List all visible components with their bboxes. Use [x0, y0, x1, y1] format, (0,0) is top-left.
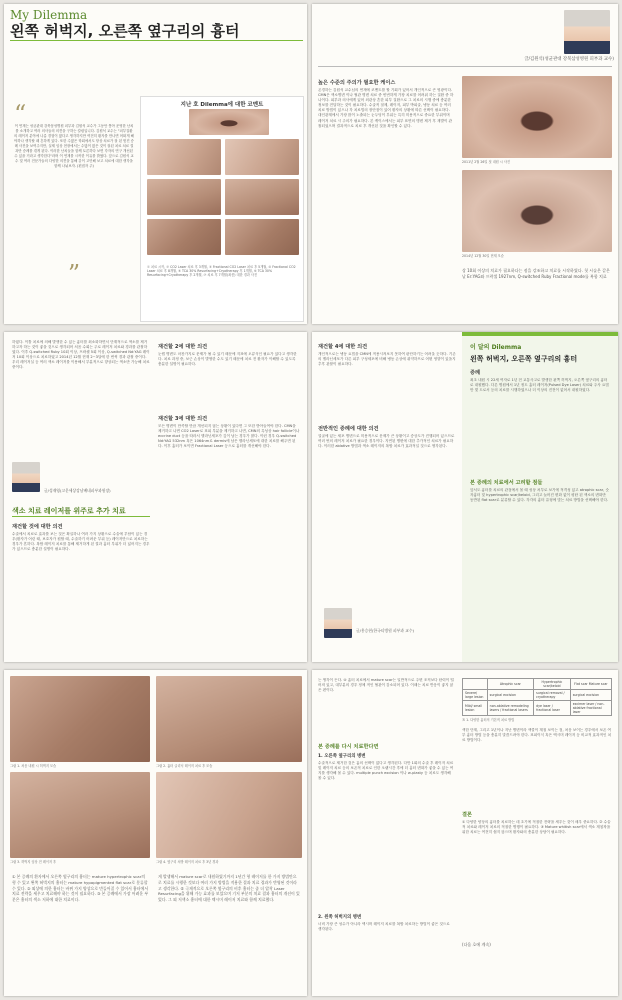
open-quote-icon: “ [14, 100, 27, 128]
page-5 [4, 670, 307, 996]
patient-photo-after [462, 170, 612, 252]
author-photo [12, 462, 40, 492]
treatment-photo-6 [147, 219, 221, 255]
body-text-2: 상 10회 이상의 치료가 필요하다는 점을 강조하고 치료를 시작하였다. 첫 시술은 같은 날 Er:YAG와 프락셀 1927nm, Q-switched Ruby Fractional mode를 복합 치료 [462, 268, 610, 279]
body-text-2: 너비 가장 큰 성수가 아니라 엑시머 레이저 치료를 복합 치료하는 방법이 좋은 것으로 생각된다. [318, 922, 450, 932]
body-text-top: 는 생각이 든다. ④ 흉터 치료에서 mature scar는 일반적으로 주변 조직보다 탄력이 떨어져 있고, 대부분의 경우 정체 적인 혈관이 감소되어 있다. 이때는 치료 반응이 좋지 않은 편이다. [318, 678, 454, 693]
section-heading: 높은 수준의 주의가 필요한 케이스 [318, 80, 396, 86]
photo-caption: ① 치료 시작, ② CO2 Laser 치료 후 3개월, ③ Fractional CO2 Laser 치료 후 5개월, ④ Fractional CO2 Laser 치료 후 8개월, ⑤ TCA 30% Resurfacing+Cryotherapy 후 1개월, ⑥ TCA 30% Resurfacing+Cryotherapy 후 2개월, ⑦ 치료 후 7개월(최종) 대한 경과 사진 [147, 265, 296, 277]
author-credit: 글/홍승현(한국티병원 피부과 교수) [356, 628, 415, 633]
continue-note: (다음 호에 계속) [462, 942, 491, 947]
table-cell: non-ablative remodeling lasers / fractional lasers [487, 701, 533, 716]
sub-heading: 재건할 4에 대한 의견 [318, 344, 368, 350]
scar-caption-1: 그림 1. 처음 내원 시 허벅지 모습 [10, 764, 57, 768]
column-left [12, 340, 150, 552]
section-heading: 본 증례를 다시 치료한다면 [318, 744, 379, 750]
treatment-photo-7 [225, 219, 299, 255]
body-text: 개인적으로는 냉동 요법을 CMN에 적용시켜보지 못하여 판단하기는 어려울 듯하다. 기존의 멜라닌세포가 다른 피부 구성세포에 비해 냉동 손상에 취약하므로 어떤 영향이 있을지 추후 관찰이 필요하다. [318, 352, 456, 367]
table-header: Atrophic scar [487, 679, 533, 690]
article-title: 왼쪽 허벅지, 오른쪽 옆구리의 흉터 [10, 22, 240, 40]
column-right [158, 340, 300, 644]
sub-heading-2: 2. 왼쪽 허벅지의 병변 [318, 915, 362, 920]
treatment-photo-3 [225, 139, 299, 175]
sub-heading-2: 전반적인 증례에 대한 의견 [318, 426, 379, 432]
case-body: 최초 내원 시 22세 여자로 1년 전 교통사고로 발생한 왼쪽 허벅지, 오른쪽 옆구리의 흉터로 내원했다. 다른 병원에서 1년 정도 흉터 레이저(Pulsed Dye Laser) 치료와 주사 요법만 몇 도로서 등의 치료를 시행하였으나 더 이상의 진전이 없어서 내원하였다. [470, 378, 609, 393]
table-header: Flat scar Mature scar [570, 679, 611, 690]
photo-caption-before: 2011년 2월 26일 첫 내원 시 사진 [462, 160, 510, 164]
case-heading: 증례 [470, 370, 481, 376]
series-label: My Dilemma [10, 8, 88, 22]
dilemma-box [462, 332, 618, 662]
heading-rule [12, 516, 150, 517]
page-1 [4, 4, 307, 324]
table-cell: excimer laser / non-ablative fractional laser [570, 701, 611, 716]
table-cell: surgical removal / cryotherapy [534, 690, 571, 701]
page-3 [4, 332, 307, 662]
title-rule [10, 40, 303, 41]
patient-photo-before [462, 76, 612, 158]
body-text-3: 눈썹 병변도 마찬가지로 문제가 될 수 있기 때문에 지표에 오류식인 필요가 있다고 생각한다. 치료 과정 중, 보근 손상이 발생한 수도 있기 때문에 치료 전 환자가 이해할 수 있도록 충분한 설명이 필요하다. [158, 352, 297, 367]
comment-heading: 지난 호 Dilemma에 대한 코멘트 [180, 102, 264, 108]
page-4 [312, 332, 618, 662]
sub-heading-2: 재건할 2에 대한 의견 [158, 344, 208, 350]
table-cell: Severe/ large lesion [463, 690, 488, 701]
comment-panel [140, 96, 304, 322]
sub-heading-1: 1. 오른쪽 옆구리의 병변 [318, 754, 366, 759]
table-cell: surgical excision [487, 690, 533, 701]
scar-caption-2: 그림 2. 흉터 클리닉 레이저 치료 후 모습 [156, 764, 213, 768]
table-header [463, 679, 488, 690]
table-header: Hypertrophic scar/keloid [534, 679, 571, 690]
photo-caption-after: 2014년 12월 30일 현재 모습 [462, 254, 504, 258]
scar-caption-4: 그림 4. 옆구리 처방 레이저 치료 후 3년 경과 [156, 860, 219, 864]
considerations-body: 앞서도 흉터를 치료의 관점에서 볼 때 성상 처부로 보기에 적격성 있고 atrophic scar, 숫자흉터 및 hypertrophic scar/keloid, 그리고 늘어진 변화 없이 평탄 된 색소의 변화만 동반된 flat scar로 분류할 수 있다. 각각의 흉터 유형에 맞는 치료 방법을 선택해야 한다. [470, 488, 609, 503]
treatment-photo-4 [147, 179, 221, 215]
body-text: 하였다. 이틀 치료에 의해 발생한 수 있는 흉터를 최소화하면서 단계적으로 색소를 제거하고자 하는 것이 좋을 것으로 생각되어 처음 수회는 주로 레이저 치료와 경과를 관찰하였다. 이후 Q-switched Ruby 10회 이상, 프락셀 5회 이상, Q-switched Nd:YAG 레이저 10회 이상으로 치료하였고 2014년 12월 현재 2~3달에 한 번씩 경과 관찰 중이다. 우리 레이저실 등 여러 색소 레이저를 이용해서 부분적으로 향상되는 색소만 가능해 치료 중이다. [12, 340, 150, 370]
scar-photo-2 [156, 676, 302, 762]
scar-photo-1 [10, 676, 150, 762]
scar-treatment-table [462, 678, 612, 716]
sub-heading-3: 재건할 3에 대한 의견 [158, 416, 208, 422]
table-header-row [463, 679, 612, 690]
conclusion-body: ① 다양한 양상의 흉터를 치료하는 데 초기에 적절한 전략을 세우는 것이 매우 중요하다. ② 수술적 치료와 레이저 치료의 적절한 병행이 필요하다. ③ Mature whitish scar에서 색소 재침착을 위한 치료는 여전히 쉽지 않으며 환자와의 충분한 상담이 필요하다. [462, 820, 611, 835]
section-heading: 색소 치료 레이저를 위주로 추가 치료 [12, 507, 126, 515]
editor-quote-box [14, 100, 134, 299]
sub-heading: 재건할 것에 대한 의견 [12, 524, 63, 530]
column-left [318, 340, 456, 633]
table-cell: surgical excision [570, 690, 611, 701]
body-text-4: 모든 병변이 만족할 만큼 개선되지 않는 상황이 있다면 그 또한 받아들여야 한다. CMN을 제거하고 나면 CO2 Laser로 표피 부분을 제거하고 나면, CMN의 특성상 hair follicle이나 eccrine duct 등을 따라서 멜라닌세포가 깊이 남는 경우가 많다. 이런 경우 Q-switched Nd:YAG 532nm 혹은 1064nm로 dermis에 남은 멜라닌세포에 대한 치료를 해주면 된다. 이후 흉터가 보이면 Fractional Laser 등으로 흉터를 개선해야 한다. [158, 424, 300, 449]
editor-quote: 이 연재는 성균관대 강북삼성병원 피부과 김원석 교수가 그동안 쌓아 운영한 난치를 소개하고 여러 의사들의 의견을 구하는 칼럼입니다. 김원석 교수는 "피부질환의 레이저 분야에 나름 경험이 많다고 생각하지만 여전히 환자를 만나면 어떠게 해야하나 생각할 때 흔하게 있다. 또한 수많은 학회에서도 항상 치료가 잘 된 멋진 증례 사진을 보여주지만, 실제 임상 현장에서는 수많이 많은 것이 잘된 치료 치료 결과만 증례를 겪게 된다. 이러한 난치들을 함께 토론하다 보면 각자의 연구 개선된 수 있을 거라고 생각한다"라며 이 연재를 시작한 이유를 밝혔다. 앞으로 김원석 교수 및 여러 전문가들의 다양한 의견을 통해 같이 고민해 보고 치료에 대한 생각을 함께 나눠보자. (편집자 주) [14, 124, 134, 168]
page-2 [312, 4, 618, 324]
author-photo [324, 608, 352, 638]
author-credit: 글/성재영(고운세상강남베네피부과원장) [44, 488, 111, 493]
column-right [462, 678, 612, 948]
box-heading: 왼쪽 허벅지, 오른쪽 옆구리의 흉터 [470, 355, 578, 363]
author-photo [564, 10, 610, 54]
body-text-2: 수술에서 치료로 효과를 보는 것은 확실하나 여러 가지 상황으로 수술에 부담이 있는 경우(환자가 어린 때, 보호자가 원할 때, 수술하기 어려운 부위 등) 레이저만으로 치료하는 경우가 흔하다. 복합 레이저 치료를 통해 제거하게 된 결과 흉터 부위가 더 넓어지는 경우가 있으므로 충분한 설명이 필요하다. [12, 532, 150, 552]
page-6 [312, 670, 618, 996]
considerations-heading: 본 증례의 치료에서 고려할 점들 [470, 480, 543, 486]
box-accent [462, 332, 618, 336]
table-caption: 표 1. 다양한 흉터의 기본적 치료 방법 [462, 718, 515, 722]
body-text-right: 게 발생해서 mature scar로 내원하였기까지 1년간 형 레이저를 한 가지 방법만으로 치료를 시행한 것보다 여러 가지 방법을 적용한 결과 치료 경과가 반영된 것이라고 생각한다. ⑤ 극재적으로 오른쪽 옆구리의 비후 흉터는 좀 더 압착 Laser Resurfacing을 위해 가능 효과를 보았으며 기저 부분의 치료 결과 흉터의 개선이 있었다. 그 외 저색소 흉터에 대한 엑시머 레이저 치료와 함께 치료했다. [158, 874, 300, 903]
body-text-left: ① 본 증례의 환자에서 오른쪽 옆구리의 흉터는 mature hypertrophic scar의 형 수 있고 왼쪽 허벅지의 흉터는 mature hypopigmented flat scar로 분류할 수 있다. ② 외상에 의한 흉터는 바뀌 가지 양상으로 만들어질 수 있어서 흉터에서 치료 전략을 세우고 치료해야 하는 것이 필요하다. ③ 본 증례에서 가장 어려운 부분은 흉터의 색소 저하에 대한 치료이다. [12, 874, 149, 903]
header-rule [318, 66, 612, 67]
body-text-1: 수술적으로 제거한 것은 흉의 선택이 없다고 생각된다. 다만 1회의 수술 후 레이저 치료 및 레이저 치료 등의 보존적 치료로 인한 오랫시간 후에 더 흉터 변화가 좋을 수 있는 여지를 생각해 볼 수 있다. multiple punch excision 이나 w-plasty 등 치료도 생각해 볼 수 있다. [318, 761, 454, 781]
scar-photo-3 [10, 772, 150, 858]
body-text-2: 얼굴에 있는 세포 병변으로 미용적으로 문제가 큰 상황이고 증상도가 진행되어 있으므로 여러 번의 레이저 치료가 필요한 경우이다. 지연된 병변에 대한 추가적인 치료가 필요하다. 이러한 ablative 방법과 색소 레이저의 복합 치료가 효과적일 것으로 생각된다. [318, 434, 455, 449]
body-text-right: 색한 단계, 그리고 1년이나 지난 병변이라 색깔이 계절 보이는 점, 처음 보이는 경우에서 보존 여부 흉터 방법 등을 충분히 말씀드려야 한다. 표피이식 혹은 엑시머 레이저 등 비교적 효과적인 치료 방법이다. [462, 728, 612, 743]
box-title: 이 달의 Dilemma [470, 344, 522, 351]
conclusion-heading: 결론 [462, 812, 473, 818]
treatment-photo-5 [225, 179, 299, 215]
article-header [10, 8, 303, 38]
table-row [463, 690, 612, 701]
table-cell: dye laser / fractional laser [534, 701, 571, 716]
author-credit: 글/김원석(성균관대 강북삼성병원 피부과 교수) [524, 57, 614, 62]
table-row [463, 701, 612, 716]
column-left [318, 76, 454, 298]
body-text: 존경하는 김원석 교수님의 연재에 코멘트를 할 기회가 있어서 개인적으로 큰 영광이다. CMN은 색소병변 이나 혈관 병변 치료 중 빈번하게 가장 치료를 어려워 하는 질환 중 하나이다. 피부과 의사에게 있어 외관상 흔한 피부 질환으로 그 치료의 시행 중에 충분한 정보를 전달하는 것이 필요하다. 수술적 절제, 레이저, 피부 박피술, 냉동 치료 등 여러 치료 방법이 있으나 각 치료법의 장단점이 있어 환자의 상황에 따른 선택이 필요하다. 대인관계에서 가장 많이 노출되는 눈두덩이 부위는 특히 미용적으로 중요한 부위이며 레이저 치료 시 주의가 필요하다. 본 케이스에서는 피부 표면의 병변 제거 후 재발이 관찰되었으며 결과적으로 치료 후 개선된 것을 확인할 수 있다. [318, 88, 454, 128]
treatment-photo-2 [147, 139, 221, 175]
treatment-photo-1 [189, 109, 269, 135]
close-quote-icon: ” [67, 260, 81, 288]
scar-caption-3: 그림 3. 허벅지 임상 전 레이저 후 [10, 860, 57, 864]
scar-photo-4 [156, 772, 302, 858]
table-cell: Mild/ small lesion [463, 701, 488, 716]
column-left [318, 678, 454, 962]
